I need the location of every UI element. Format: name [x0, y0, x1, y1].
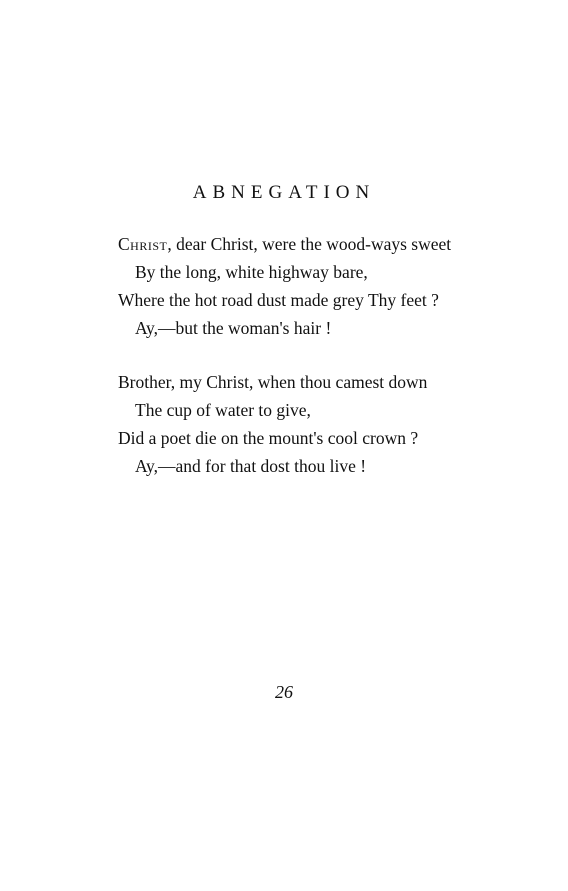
poem-line: Did a poet die on the mount's cool crown ? [118, 428, 419, 448]
poem-line: Ay,—but the woman's hair ! [135, 318, 332, 338]
stanza-1 [118, 230, 451, 342]
opening-word: Christ [118, 234, 168, 254]
poem-line [118, 230, 451, 258]
poem-line: Brother, my Christ, when thou camest down [118, 372, 428, 392]
poem-line: Ay,—and for that dost thou live ! [135, 456, 367, 476]
poem-line: Where the hot road dust made grey Thy feet ? [118, 290, 439, 310]
poem-line: The cup of water to give, [135, 400, 311, 420]
page-number: 26 [275, 682, 293, 702]
poem-title: ABNEGATION [192, 182, 376, 203]
stanza-2 [118, 368, 427, 480]
line-text: , dear Christ, were the wood-ways sweet [167, 234, 452, 254]
poem-line: By the long, white highway bare, [135, 262, 368, 282]
